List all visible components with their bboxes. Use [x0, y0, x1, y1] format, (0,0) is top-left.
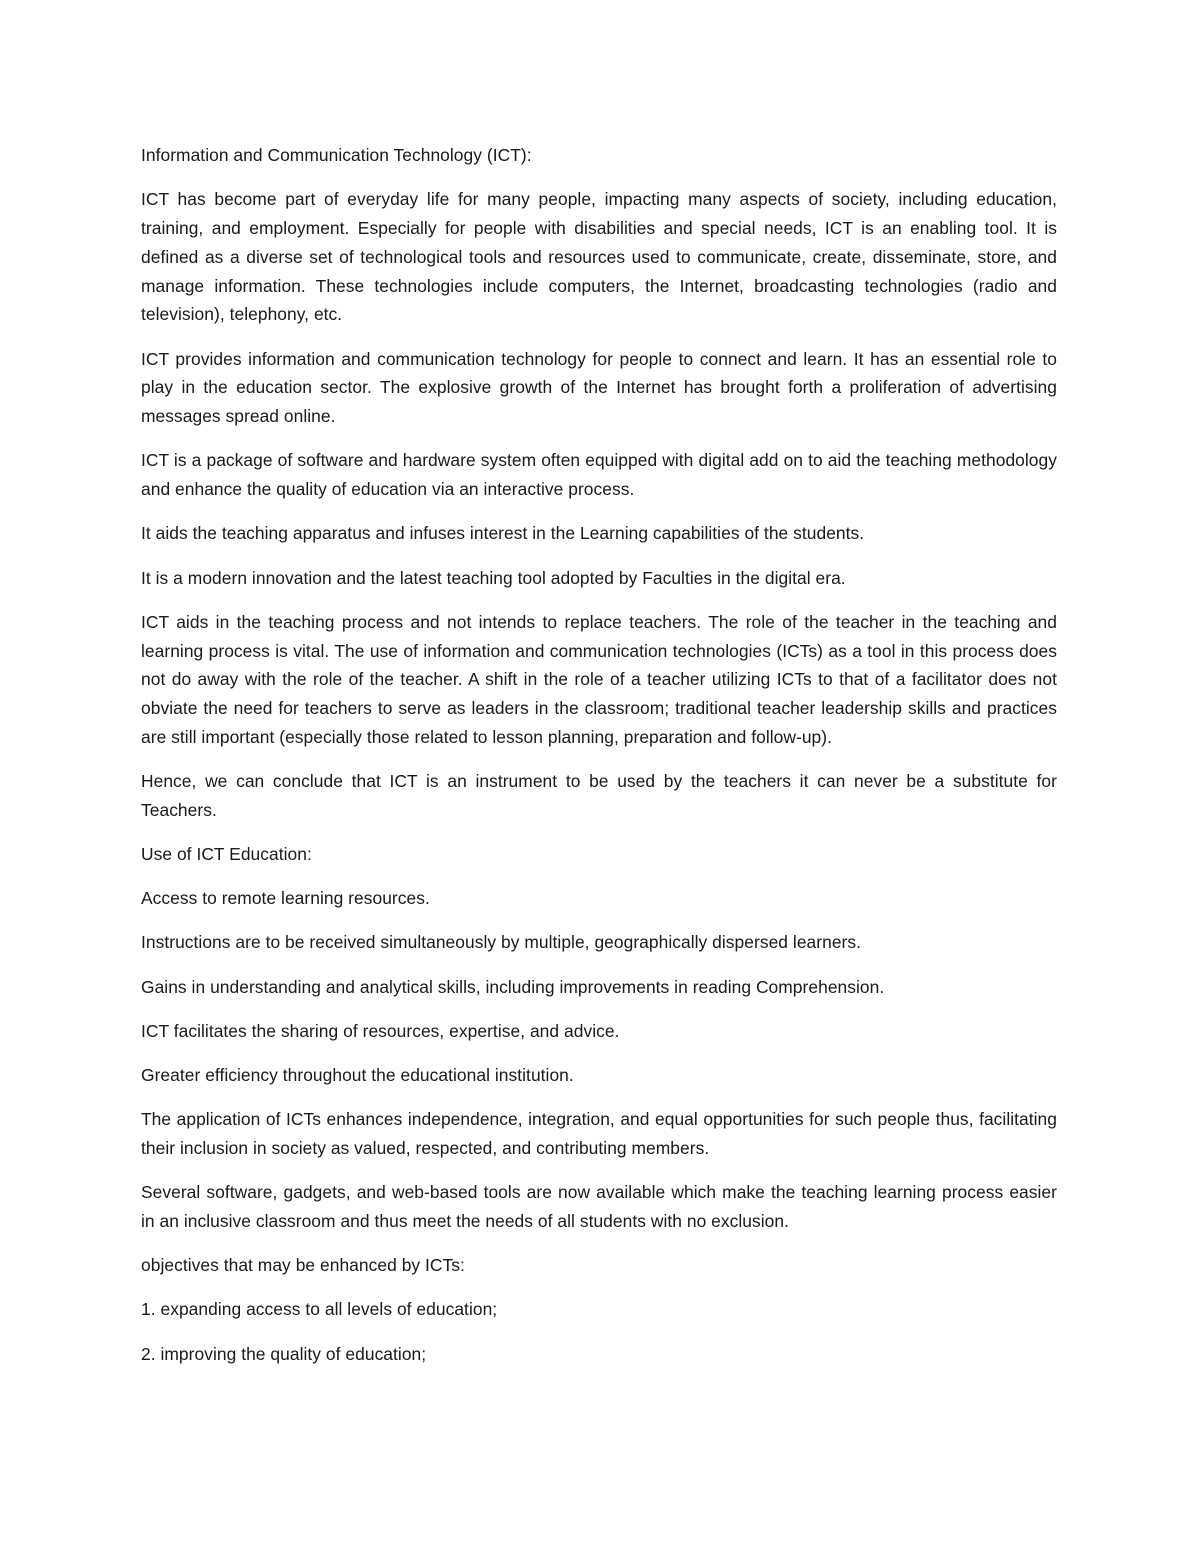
section-heading-use-of-ict: Use of ICT Education: [141, 844, 312, 865]
paragraph-modern-innovation: It is a modern innovation and the latest teaching tool adopted by Faculties in the digital era. [141, 567, 846, 588]
paragraph-application-of-icts: The application of ICTs enhances independence, integration, and equal opportunities for such people thus, facilitating their inclusion in society as valued, respected, and contributing members. [141, 1109, 1057, 1158]
objective-item: 2. improving the quality of education; [141, 1343, 427, 1364]
paragraph-ict-package: ICT is a package of software and hardware system often equipped with digital add on to aid the teaching methodology and enhance the quality of education via an interactive process. [141, 450, 1057, 500]
use-item: Gains in understanding and analytical skills, including improvements in reading Comprehension. [141, 976, 885, 997]
document-page [141, 141, 1057, 1384]
paragraph-conclusion: Hence, we can conclude that ICT is an instrument to be used by the teachers it can never be a substitute for Teachers. [141, 771, 1057, 820]
paragraph-inclusive-tools: Several software, gadgets, and web-based tools are now available which make the teaching learning process easier in an inclusive classroom and thus meet the needs of all students with no exclusion. [141, 1182, 1057, 1231]
objectives-heading: objectives that may be enhanced by ICTs: [141, 1255, 465, 1276]
paragraph-teacher-role: ICT aids in the teaching process and not intends to replace teachers. The role of the teacher in the teaching and learning process is vital. The use of information and communication technologies (ICTs) as a tool in this process does not do away with the role of the teacher. A shift in the role of a teacher utilizing ICTs to that of a facilitator does not obviate the need for teachers to serve as leaders in the classroom; traditional teacher leadership skills and practices are still important (especially those related to lesson planning, preparation and follow-up). [141, 611, 1057, 747]
use-item: Instructions are to be received simultaneously by multiple, geographically dispersed learners. [141, 932, 862, 953]
paragraph-ict-definition: ICT has become part of everyday life for many people, impacting many aspects of society, including education, training, and employment. Especially for people with disabilities and special needs, ICT is an enabling tool. It is defined as a diverse set of technological tools and resources used to communicate, create, disseminate, store, and manage information. These technologies include computers, the Internet, broadcasting technologies (radio and television), telephony, etc. [141, 189, 1057, 325]
use-item: Greater efficiency throughout the educational institution. [141, 1065, 574, 1085]
objective-item: 1. expanding access to all levels of education; [141, 1299, 498, 1320]
paragraph-teaching-apparatus: It aids the teaching apparatus and infuses interest in the Learning capabilities of the students. [141, 523, 865, 544]
paragraph-ict-role: ICT provides information and communication technology for people to connect and learn. It has an essential role to play in the education sector. The explosive growth of the Internet has brought forth a proliferation of advertising messages spread online. [141, 348, 1057, 427]
document-heading: Information and Communication Technology (ICT): [141, 145, 532, 165]
use-item: ICT facilitates the sharing of resources, expertise, and advice. [141, 1020, 620, 1041]
use-item: Access to remote learning resources. [141, 888, 430, 909]
